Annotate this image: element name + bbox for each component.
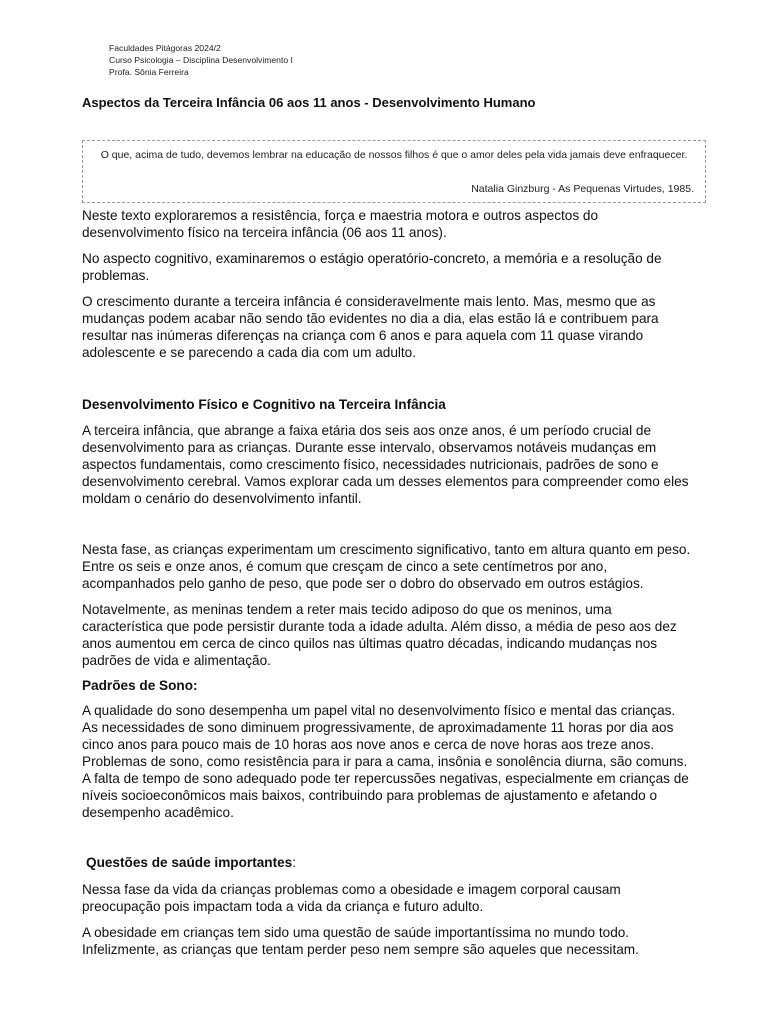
section-heading-health [86, 854, 296, 871]
intro-paragraph-2: No aspecto cognitivo, examinaremos o estágio operatório-concreto, a memória e a resolução de problemas. [82, 251, 662, 283]
document-title: Aspectos da Terceira Infância 06 aos 11 anos - Desenvolvimento Humano [82, 95, 536, 110]
document-header [109, 42, 293, 78]
sleep-paragraph: A qualidade do sono desempenha um papel vital no desenvolvimento físico e mental das crianças. As necessidades de sono diminuem progressivamente, de aproximadamente 11 horas por dia aos cinco anos para pouco mais de 10 horas aos nove anos e cerca de nove horas aos treze anos. Problemas de sono, como resistência para ir para a cama, insônia e sonolência diurna, são comuns. A falta de tempo de sono adequado pode ter repercussões negativas, especialmente em crianças de níveis socioeconômicos mais baixos, contribuindo para problemas de ajustamento e afetando o desempenho acadêmico. [82, 703, 689, 820]
epigraph-author: Natalia Ginzburg - As Pequenas Virtudes, 1985. [471, 183, 694, 195]
section-heading-physical-cognitive: Desenvolvimento Físico e Cognitivo na Terceira Infância [82, 397, 446, 412]
health-heading-text: Questões de saúde importantes [86, 855, 293, 870]
health-heading-colon: : [292, 855, 297, 870]
epigraph-text: O que, acima de tudo, devemos lembrar na educação de nossos filhos é que o amor deles pela vida jamais deve enfraquecer. [100, 149, 688, 161]
section1-paragraph-3: Notavelmente, as meninas tendem a reter mais tecido adiposo do que os meninos, uma característica que pode persistir durante toda a idade adulta. Além disso, a média de peso aos dez anos aumentou em cerca de cinco quilos nas últimas quatro décadas, indicando mudanças nos padrões de vida e alimentação. [82, 602, 677, 668]
health-paragraph-1: Nessa fase da vida da crianças problemas como a obesidade e imagem corporal causam preocupação pois impactam toda a vida da criança e futuro adulto. [82, 882, 621, 914]
section1-paragraph-2: Nesta fase, as crianças experimentam um crescimento significativo, tanto em altura quanto em peso. Entre os seis e onze anos, é comum que cresçam de cinco a sete centímetros por ano, acompanhados pelo ganho de peso, que pode ser o dobro do observado em outros estágios. [82, 542, 691, 591]
header-teacher: Profa. Sônia Ferreira [109, 67, 189, 77]
header-course: Curso Psicologia – Disciplina Desenvolvimento I [109, 55, 293, 65]
section1-paragraph-1: A terceira infância, que abrange a faixa etária dos seis aos onze anos, é um período crucial de desenvolvimento para as crianças. Durante esse intervalo, observamos notáveis mudanças em aspectos fundamentais, como crescimento físico, necessidades nutricionais, padrões de sono e desenvolvimento cerebral. Vamos explorar cada um desses elementos para compreender como eles moldam o cenário do desenvolvimento infantil. [82, 423, 689, 506]
section-heading-sleep: Padrões de Sono: [82, 678, 198, 693]
header-institution: Faculdades Pitágoras 2024/2 [109, 43, 221, 53]
epigraph-box [82, 140, 706, 203]
intro-paragraph-1: Neste texto exploraremos a resistência, força e maestria motora e outros aspectos do desenvolvimento físico na terceira infância (06 aos 11 anos). [82, 208, 599, 240]
health-paragraph-2: A obesidade em crianças tem sido uma questão de saúde importantíssima no mundo todo. Infelizmente, as crianças que tentam perder peso nem sempre são aqueles que necessitam. [82, 925, 639, 957]
intro-paragraph-3: O crescimento durante a terceira infância é consideravelmente mais lento. Mas, mesmo que as mudanças podem acabar não sendo tão evidentes no dia a dia, elas estão lá e contribuem para resultar nas inúmeras diferenças na criança com 6 anos e para aquela com 11 quase virando adolescente e se parecendo a cada dia com um adulto. [82, 294, 659, 360]
